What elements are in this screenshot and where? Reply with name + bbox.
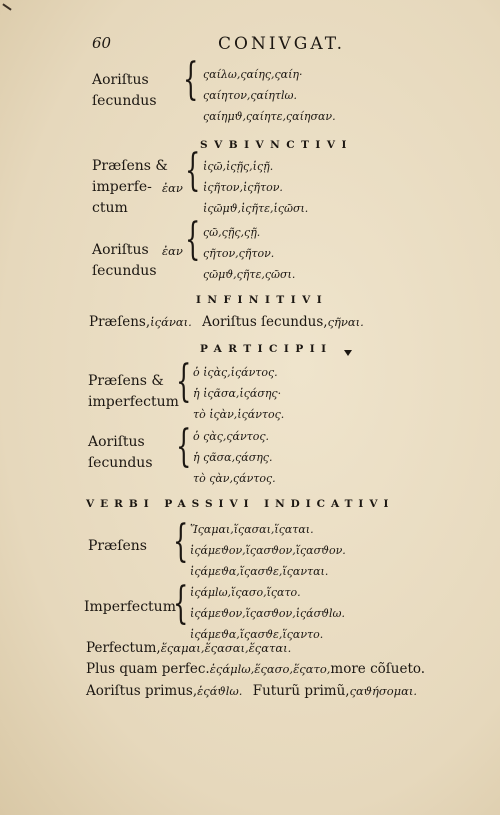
brace: { bbox=[176, 356, 192, 407]
brace: { bbox=[183, 54, 199, 105]
aorist2-label: Aoriſtus ſecundus bbox=[92, 72, 157, 109]
passive-present-forms: Ἵςαμαι,ἵςασαι,ἵςαται. ἱςάμεϑον,ἵςασϑον,ἵςασϑον. ἱςάμεϑα,ἵςασϑε,ἵςανται. bbox=[190, 523, 346, 578]
subj-present-label: Præſens & imperfe- ctum bbox=[92, 158, 168, 216]
section-heading-passive: VERBI PASSIVI INDICATIVI bbox=[86, 498, 395, 510]
part-present-forms: ὁ ἱςὰς,ἱςάντος. ἡ ἱςᾶσα,ἱςάσης· τὸ ἱςὰν,ἱςάντος. bbox=[193, 366, 285, 421]
subj-aorist-label: Aoriſtus ſecundus bbox=[92, 242, 157, 279]
section-heading-participle: PARTICIPII bbox=[200, 343, 333, 355]
section-heading-infinitive: INFINITIVI bbox=[196, 294, 329, 306]
part-aorist-label: Aoriſtus ſecundus bbox=[88, 434, 153, 471]
subj-particle: ἐαν bbox=[162, 181, 183, 195]
ornament-mark bbox=[344, 350, 352, 356]
aorist1-line: Aoriſtus primus,ἑςάϑlω. Futurũ primũ,ςαϑήσομαι. bbox=[86, 683, 418, 699]
brace: { bbox=[185, 214, 201, 265]
part-present-label: Præſens & imperfectum bbox=[88, 373, 179, 410]
infinitive-line: Præſens,ἱςάναι. Aoriſtus ſecundus,ςῆναι. bbox=[89, 314, 364, 330]
brace: { bbox=[173, 516, 189, 567]
subj-particle: ἐαν bbox=[162, 244, 183, 258]
brace: { bbox=[173, 578, 189, 629]
brace: { bbox=[185, 145, 201, 196]
perfect-line: Perfectum,ἕςαμαι,ἕςασαι,ἕςαται. bbox=[86, 640, 292, 656]
running-title: CONIVGAT. bbox=[218, 34, 345, 54]
pluperfect-line: Plus quam perfec.ἑςάμlω,ἕςασο,ἕςατο,more cõſueto. bbox=[86, 661, 426, 677]
subj-aorist-forms: ςῶ,ςῇς,ςῇ. ςῆτον,ςῆτον. ςῶμϑ,ςῆτε,ςῶσι. bbox=[203, 226, 296, 281]
passive-imperfect-forms: ἱςάμlω,ἵςασο,ἵςατο. ἱςάμεϑον,ἵςασϑον,ἱςάσϑlω. ἱςάμεϑα,ἵςασϑε,ἵςαντο. bbox=[190, 586, 345, 641]
part-aorist-forms: ὁ ςὰς,ςάντος. ἡ ςᾶσα,ςάσης. τὸ ςὰν,ςάντος. bbox=[193, 430, 276, 485]
page-number: 60 bbox=[92, 34, 112, 52]
brace: { bbox=[176, 421, 192, 472]
passive-present-label: Præſens bbox=[88, 538, 147, 554]
page-corner-mark bbox=[2, 3, 11, 10]
subj-present-forms: ἱςῶ,ἱςῇς,ἱςῇ. ἱςῆτον,ἱςῆτον. ἱςῶμϑ,ἱςῆτε,ἱςῶσι. bbox=[203, 160, 309, 215]
aorist2-forms: ςαίλω,ςαίης,ςαίη· ςαίητον,ςαίητlω. ςαίημϑ,ςαίητε,ςαίησαν. bbox=[203, 68, 336, 123]
passive-imperfect-label: Imperfectum bbox=[84, 599, 176, 615]
section-heading-subjunctive: SVBIVNCTIVI bbox=[200, 139, 353, 151]
